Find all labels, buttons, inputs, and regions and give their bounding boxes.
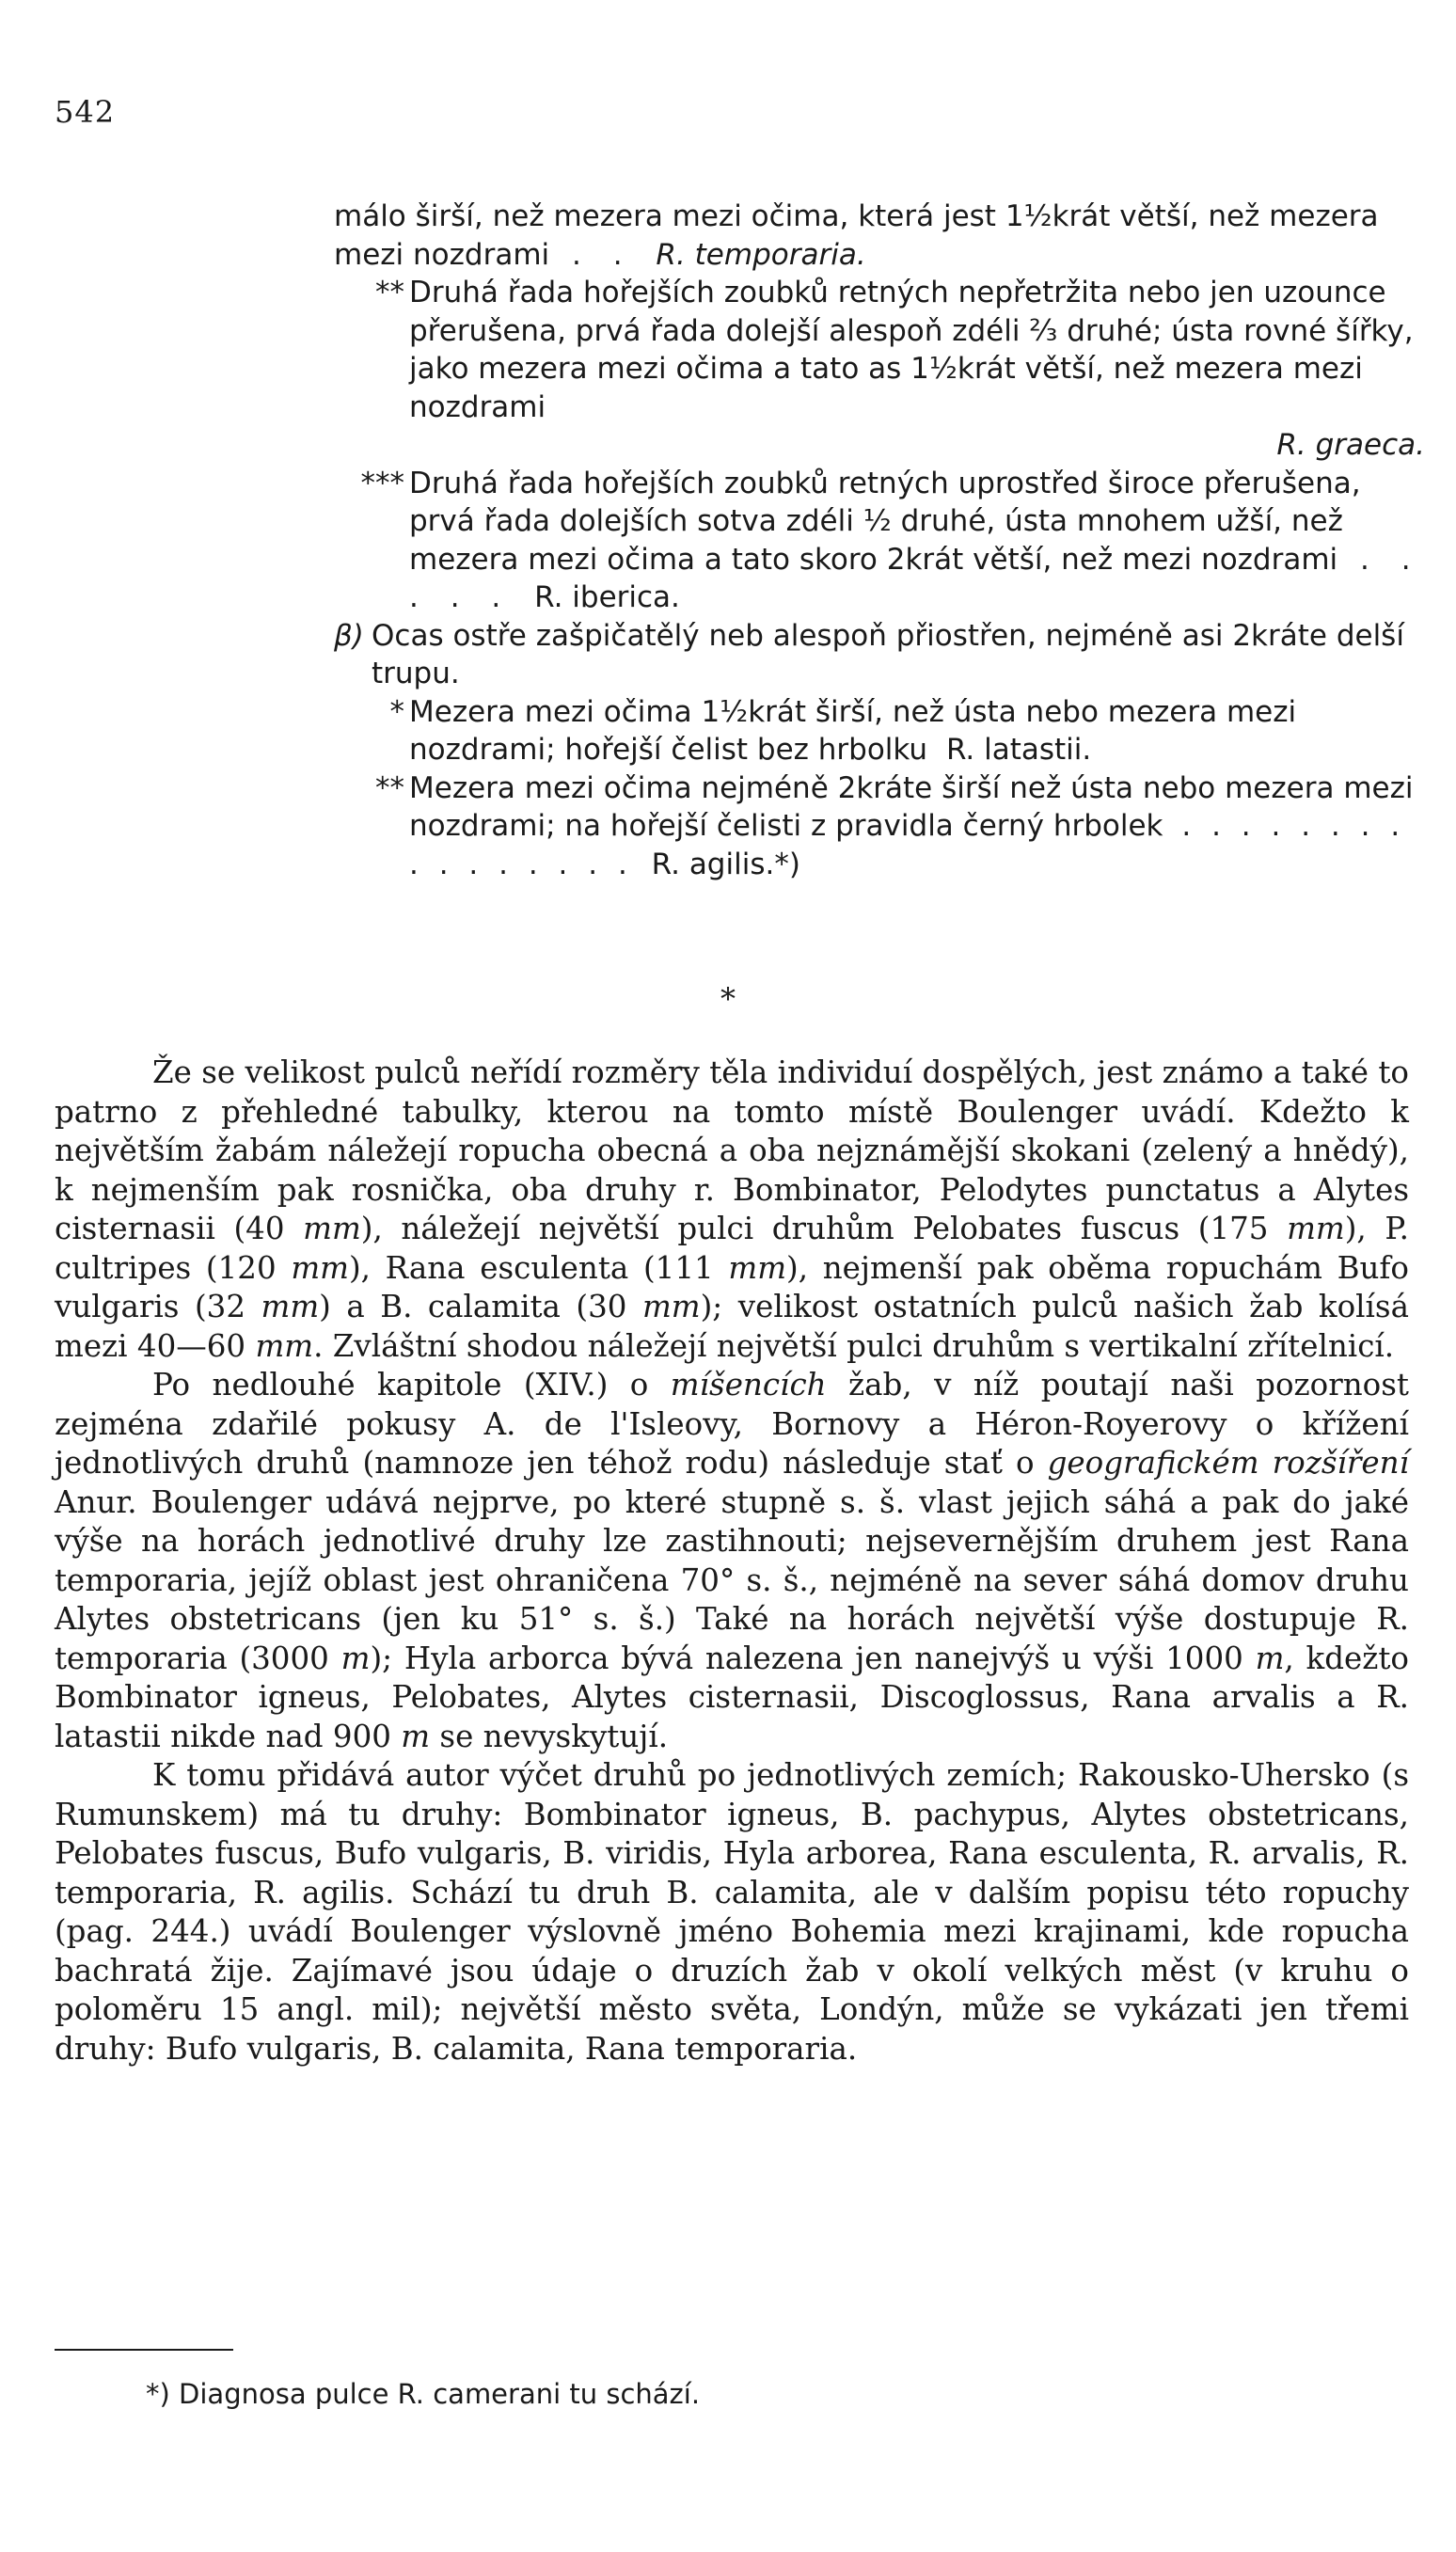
key-entry-beta — [334, 617, 1425, 693]
species-name: R. graeca. — [1276, 428, 1425, 462]
unit: mm — [728, 1249, 787, 1286]
key-marker: * — [389, 694, 404, 729]
unit: mm — [291, 1249, 349, 1286]
unit: mm — [261, 1289, 320, 1324]
key-entry-text: Mezera mezi očima nejméně 2kráte širší než ústa nebo mezera mezi nozdrami; na hořejší čelisti z pravidla černý hrbolek — [409, 770, 1414, 843]
unit: m — [401, 1718, 431, 1754]
key-entry-iberica — [334, 465, 1425, 617]
paragraph-distribution — [55, 1366, 1409, 1756]
key-entry-agilis — [334, 769, 1425, 884]
text-run: ), náležejí největší pulci druhům Pelobates fuscus (175 — [360, 1211, 1288, 1246]
page-number: 542 — [55, 94, 116, 130]
species-name: R. latastii. — [945, 733, 1092, 767]
text-run: ), Rana esculenta (111 — [348, 1249, 729, 1286]
key-entry-text: málo širší, než mezera mezi očima, která jest 1½krát větší, než mezera mezi nozdrami — [334, 199, 1379, 272]
key-marker: ** — [375, 276, 404, 309]
key-entry-text: Mezera mezi očima 1½krát širší, než ústa nebo mezera mezi nozdrami; hořejší čelist bez hrbolku — [409, 694, 1297, 767]
text-run: ) a B. calamita (30 — [319, 1289, 642, 1324]
unit: m — [1255, 1640, 1285, 1676]
key-entry-content — [409, 465, 1425, 617]
key-marker: ** — [375, 770, 404, 805]
unit: m — [340, 1640, 371, 1676]
key-entry-text: Druhá řada hořejších zoubků retných uprostřed široce přerušena, prvá řada dolejších sotva zdéli ½ druhé, ústa mnohem užší, než mezera mezi očima a tato skoro 2krát větší, než mezi nozdrami — [409, 466, 1361, 577]
footnote-rule — [55, 2349, 233, 2351]
species-name: R. temporaria. — [656, 237, 866, 272]
emphasis: geografickém rozšíření — [1047, 1445, 1409, 1481]
text-run: se nevyskytují. — [430, 1718, 669, 1754]
section-separator: * — [720, 981, 736, 1017]
paragraph-species-by-country: K tomu přidává autor výčet druhů po jednotlivých zemích; Rakousko-Uhersko (s Rumunskem) má tu druhy: Bombinator igneus, B. pachypus, Alytes obstetricans, Pelobates fuscus, Bufo vulgaris, B. viridis, Hyla arborea, Rana esculenta, R. arvalis, R. temporaria, R. agilis. Schází tu druh B. calamita, ale v dalším popisu této ropuchy (pag. 244.) uvádí Boulenger výslovně jméno Bohemia mezi krajinami, kde ropucha bachratá žije. Zajímavé jsou údaje o druzích žab v okolí velkých měst (v kruhu o poloměru 15 angl. mil); největší město světa, Londýn, může se vykázati jen třemi druhy: Bufo vulgaris, B. calamita, Rana temporaria. — [55, 1757, 1409, 2067]
leader-dots: . . . . . — [409, 542, 1422, 614]
emphasis: míšencích — [670, 1367, 827, 1403]
key-marker: β) — [334, 618, 364, 653]
text-run: ); velikost ostatních pulců našich žab kolísá mezi 40—60 — [55, 1289, 1409, 1364]
text-run: žab, v níž poutají naši pozornost zejména zdařilé pokusy A. de l'Isleovy, Bornovy a Héron-Royerovy o křížení jednotlivých druhů (namnoze jen téhož rodu) následuje stať o — [55, 1367, 1409, 1481]
text-run: . Zvláštní shodou náležejí největší pulci druhům s vertikalní zřítelnicí. — [313, 1327, 1395, 1364]
unit: mm — [303, 1211, 361, 1246]
identification-key — [334, 198, 1425, 883]
key-entry-line — [334, 198, 1425, 274]
key-entry-temporaria — [334, 198, 1425, 274]
text-run: Že se velikost pulců neřídí rozměry těla individuí dospělých, jest známo a také to patrno z přehledné tabulky, kterou na tomto místě Boulenger uvádí. Kdežto k největším žabám náležejí ropucha obecná a oba nejznámější skokani (zelený a hnědý), k nejmenším pak rosnička, oba druhy r. Bombinator, Pelodytes punctatus a Alytes cisternasii (40 — [55, 1054, 1409, 1246]
text-run: ), P. cultripes (120 — [55, 1211, 1409, 1286]
body-text — [55, 1054, 1409, 2069]
footnote: *) Diagnosa pulce R. camerani tu schází. — [146, 2378, 701, 2410]
species-name: R. iberica. — [534, 580, 680, 614]
text-run: ); Hyla arborca bývá nalezena jen nanejvýš u výši 1000 — [370, 1640, 1256, 1676]
leader-dots: . . . . . . . . . . . . . . . . — [409, 809, 1406, 881]
text-run: Anur. Boulenger udává nejprve, po které stupně s. š. vlast jejich sáhá a pak do jaké výše na horách jednotlivé druhy lze zastihnouti; nejsevernějším druhem jest Rana temporaria, jejíž oblast jest ohraničena 70° s. š., nejméně na sever sáhá domov druhu Alytes obstetricans (jen ku 51° s. š.) Také na horách největší výše dostupuje R. temporaria (3000 — [55, 1483, 1409, 1676]
key-entry-latastii — [334, 693, 1425, 769]
paragraph-tadpole-size — [55, 1054, 1409, 1366]
key-entry-content — [409, 693, 1425, 769]
key-entry-graeca — [334, 274, 1425, 465]
key-entry-content — [409, 769, 1425, 884]
key-entry-text: Druhá řada hořejších zoubků retných nepřetržita nebo jen uzounce přerušena, prvá řada dolejší alespoň zdéli ⅔ druhé; ústa rovné šířky, jako mezera mezi očima a tato as 1½krát větší, než mezera mezi nozdrami — [409, 276, 1414, 424]
text-run: , kdežto Bombinator igneus, Pelobates, Alytes cisternasii, Discoglossus, Rana arvalis a R. latastii nikde nad 900 — [55, 1640, 1409, 1754]
species-name: R. agilis.*) — [651, 847, 800, 881]
unit: mm — [255, 1327, 314, 1364]
leader-dots: . . — [571, 237, 634, 272]
key-marker: *** — [360, 466, 404, 500]
unit: mm — [641, 1289, 701, 1324]
unit: mm — [1287, 1211, 1345, 1246]
text-run: Po nedlouhé kapitole (XIV.) o — [152, 1367, 671, 1403]
key-entry-text: Ocas ostře zašpičatělý neb alespoň přiostřen, nejméně asi 2kráte delší trupu. — [372, 618, 1404, 690]
text-run: ), nejmenší pak oběma ropuchám Bufo vulgaris (32 — [55, 1249, 1409, 1324]
